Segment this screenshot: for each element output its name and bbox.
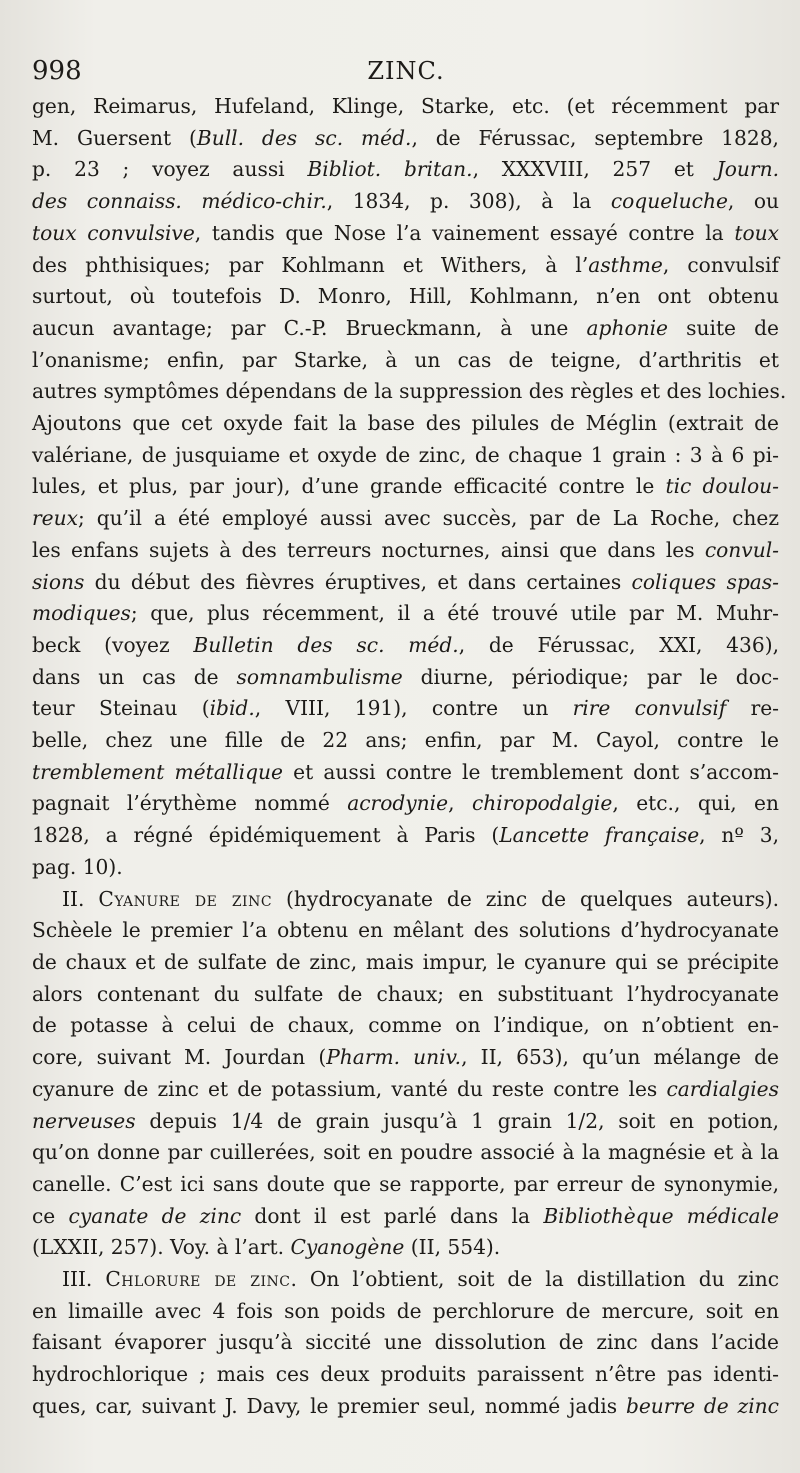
italic-segment: modiques (32, 601, 131, 626)
italic-segment: rire convulsif (572, 696, 727, 721)
text-line (32, 947, 779, 979)
text-segment: core, suivant M. Jourdan ( (32, 1045, 327, 1070)
text-segment: , (448, 791, 472, 816)
text-line (32, 1042, 779, 1074)
text-line (32, 1010, 779, 1042)
italic-segment: acrodynie (347, 791, 449, 816)
italic-segment: Bibliot. britan. (307, 157, 473, 182)
italic-segment: cardialgies (666, 1076, 779, 1101)
text-segment: (hydrocyanate de zinc de quelques auteurs). (272, 886, 779, 911)
text-line (32, 123, 779, 155)
text-line (32, 186, 779, 218)
page-number: 998 (32, 56, 82, 86)
italic-segment: reux (32, 506, 78, 531)
italic-segment: coliques spas- (631, 569, 779, 594)
text-segment: suite de (668, 315, 779, 340)
italic-segment: cyanate de zinc (68, 1203, 242, 1228)
text-segment: , de Férussac, septembre 1828, (411, 125, 779, 150)
text-segment: en limaille avec 4 fois son poids de perchlorure de mercure, soit en (32, 1298, 779, 1323)
text-segment: hydrochlorique ; mais ces deux produits paraissent n’être pas identi- (32, 1362, 779, 1387)
text-segment: (LXXII, 257). Voy. à l’art. (32, 1235, 291, 1260)
text-segment: , ou (727, 189, 779, 214)
text-segment: faisant évaporer jusqu’à siccité une dissolution de zinc dans l’acide (32, 1330, 779, 1355)
text-line (32, 1391, 779, 1423)
text-segment: (II, 554). (404, 1235, 501, 1260)
italic-segment: asthme (588, 252, 663, 277)
italic-segment: tic doulou- (665, 474, 779, 499)
section-heading: Cyanure de zinc (98, 886, 273, 911)
text-segment: de chaux et de sulfate de zinc, mais impur, le cyanure qui se précipite (32, 949, 779, 974)
italic-segment: Bibliothèque médicale (543, 1203, 779, 1228)
text-line (32, 1137, 779, 1169)
text-segment: Ajoutons que cet oxyde fait la base des pilules de Méglin (extrait de (32, 411, 779, 436)
text-segment: autres symptômes dépendans de la suppression des règles et des lochies. (32, 379, 787, 404)
text-line (32, 1169, 779, 1201)
text-segment: surtout, où toutefois D. Monro, Hill, Kohlmann, n’en ont obtenu (32, 284, 779, 309)
text-line (32, 1359, 779, 1391)
text-line (32, 91, 779, 123)
text-line (32, 884, 779, 916)
italic-segment: toux convulsive (32, 220, 195, 245)
text-line (32, 154, 779, 186)
text-segment: ; qu’il a été employé aussi avec succès, par de La Roche, chez (77, 506, 779, 531)
text-line (32, 1106, 779, 1138)
text-line (32, 725, 779, 757)
text-segment: aucun avantage; par C.-P. Brueckmann, à une (32, 315, 587, 340)
text-line (32, 1201, 779, 1233)
text-line (32, 535, 779, 567)
text-line (32, 820, 779, 852)
text-segment: pag. 10). (32, 854, 123, 879)
text-line (32, 915, 779, 947)
text-segment: et aussi contre le tremblement dont s’accom- (283, 759, 779, 784)
text-segment: dans un cas de (32, 664, 237, 689)
text-line (32, 1264, 779, 1296)
text-segment: ; que, plus récemment, il a été trouvé utile par M. Muhr- (130, 601, 779, 626)
text-line (32, 218, 779, 250)
text-line (32, 598, 779, 630)
text-segment: de potasse à celui de chaux, comme on l’indique, on n’obtient en- (32, 1013, 779, 1038)
text-segment: , nº 3, (699, 823, 779, 848)
text-segment: pagnait l’érythème nommé (32, 791, 348, 816)
text-line (32, 1296, 779, 1328)
italic-segment: Bull. des sc. méd. (196, 125, 412, 150)
text-line (32, 440, 779, 472)
italic-segment: convul- (704, 537, 779, 562)
section-heading: Chlorure de zinc (105, 1267, 291, 1292)
text-segment: l’onanisme; enfin, par Starke, à un cas de teigne, d’arthritis et (32, 347, 779, 372)
text-segment: des phthisiques; par Kohlmann et Withers, à l’ (32, 252, 589, 277)
text-line (32, 979, 779, 1011)
text-segment: belle, chez une fille de 22 ans; enfin, par M. Cayol, contre le (32, 728, 779, 753)
text-segment: , 1834, p. 308), à la (326, 189, 611, 214)
text-line (32, 345, 779, 377)
italic-segment: Bulletin des sc. méd. (193, 632, 459, 657)
body-text (32, 91, 787, 1423)
text-segment: , VIII, 191), contre un (254, 696, 573, 721)
text-line (32, 471, 779, 503)
text-segment: , tandis que Nose l’a vainement essayé contre la (194, 220, 735, 245)
text-line (32, 1327, 779, 1359)
italic-segment: tremblement métallique (32, 759, 284, 784)
italic-segment: aphonie (586, 315, 669, 340)
text-line (32, 1232, 779, 1264)
text-segment: du début des fièvres éruptives, et dans certaines (84, 569, 632, 594)
italic-segment: nerveuses (32, 1108, 136, 1133)
text-segment: les enfans sujets à des terreurs nocturnes, ainsi que dans les (32, 537, 705, 562)
text-segment: p. 23 ; voyez aussi (32, 157, 308, 182)
text-line (32, 1074, 779, 1106)
text-line (32, 788, 779, 820)
italic-segment: toux (734, 220, 779, 245)
text-line (32, 250, 779, 282)
text-line (32, 852, 779, 884)
italic-segment: Pharm. univ. (326, 1045, 462, 1070)
text-segment: depuis 1/4 de grain jusqu’à 1 grain 1/2, soit en potion, (135, 1108, 779, 1133)
italic-segment: sions (32, 569, 85, 594)
text-segment: gen, Reimarus, Hufeland, Klinge, Starke, etc. (et récemment par (32, 94, 779, 118)
italic-segment: somnambulisme (236, 664, 403, 689)
italic-segment: chiropodalgie (471, 791, 613, 816)
text-segment: diurne, périodique; par le doc- (402, 664, 779, 689)
text-segment: 1828, a régné épidémiquement à Paris ( (32, 823, 500, 848)
text-segment: Schèele le premier l’a obtenu en mêlant des solutions d’hydrocyanate (32, 918, 779, 943)
text-segment: qu’on donne par cuillerées, soit en poudre associé à la magnésie et à la (32, 1140, 779, 1165)
text-segment: , convulsif (662, 252, 779, 277)
italic-segment: coqueluche (610, 189, 728, 214)
text-line (32, 757, 779, 789)
text-segment: cyanure de zinc et de potassium, vanté du reste contre les (32, 1076, 667, 1101)
text-segment: . On l’obtient, soit de la distillation du zinc (290, 1267, 780, 1292)
text-segment: teur Steinau ( (32, 696, 210, 721)
text-segment: re- (726, 696, 780, 721)
text-segment: , II, 653), qu’un mélange de (461, 1045, 779, 1070)
text-segment: lules, et plus, par jour), d’une grande efficacité contre le (32, 474, 666, 499)
text-segment: beck (voyez (32, 632, 194, 657)
text-segment: ques, car, suivant J. Davy, le premier seul, nommé jadis (32, 1393, 626, 1418)
text-segment: III. (62, 1267, 106, 1292)
text-line (32, 313, 779, 345)
italic-segment: beurre de zinc (625, 1393, 779, 1418)
text-line (32, 693, 779, 725)
italic-segment: Cyanogène (290, 1235, 405, 1260)
text-segment: M. Guersent ( (32, 125, 197, 150)
text-segment: , etc., qui, en (612, 791, 779, 816)
text-line (32, 567, 779, 599)
text-segment: valériane, de jusquiame et oxyde de zinc, de chaque 1 grain : 3 à 6 pi- (32, 442, 779, 467)
page-header (32, 56, 780, 92)
text-segment: dont il est parlé dans la (241, 1203, 544, 1228)
text-segment: alors contenant du sulfate de chaux; en substituant l’hydrocyanate (32, 981, 779, 1006)
text-segment: , XXXVIII, 257 et (472, 157, 717, 182)
running-title: ZINC. (367, 57, 445, 85)
text-line (32, 281, 779, 313)
italic-segment: ibid. (209, 696, 255, 721)
text-line (32, 662, 779, 694)
italic-segment: des connaiss. médico-chir. (32, 189, 327, 214)
text-line (32, 503, 779, 535)
italic-segment: Journ. (716, 157, 779, 182)
text-segment: II. (62, 886, 99, 911)
italic-segment: Lancette française (499, 823, 700, 848)
text-segment: ce (32, 1203, 69, 1228)
text-segment: , de Férussac, XXI, 436), (458, 632, 779, 657)
text-line (32, 630, 779, 662)
text-segment: canelle. C’est ici sans doute que se rapporte, par erreur de synonymie, (32, 1171, 779, 1196)
text-line (32, 408, 779, 440)
text-line (32, 376, 787, 408)
